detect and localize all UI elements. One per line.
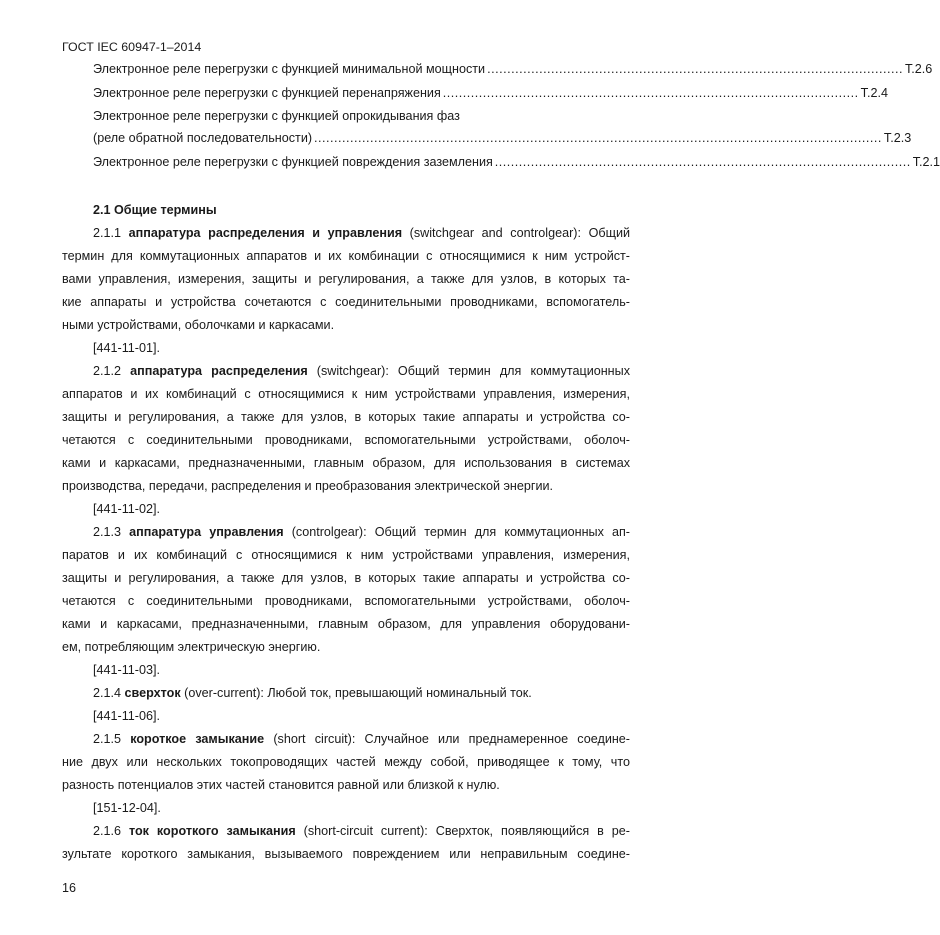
toc-entry-ref: Т.2.4 — [860, 86, 888, 100]
term-number: 2.1.2 — [93, 364, 122, 378]
term-definition-line: защиты и регулирования, а также для узлов, в которых такие аппараты и устройства со- — [62, 571, 630, 585]
term-reference: [441-11-01]. — [93, 341, 160, 355]
term-number: 2.1.5 — [93, 732, 122, 746]
toc-dot-leader: ........................................................................................................ — [487, 62, 903, 76]
term-name: аппаратура управления — [129, 525, 284, 539]
term-name: ток короткого замыкания — [128, 824, 296, 838]
toc-entry-title: Электронное реле перегрузки с функцией перенапряжения — [93, 86, 441, 100]
term-name: сверхток — [124, 686, 181, 700]
term-definition-first-line — [93, 226, 630, 244]
term-definition-first-line — [93, 732, 630, 750]
term-reference: [151-12-04]. — [93, 801, 161, 815]
term-definition-first-line — [93, 824, 630, 842]
term-reference: [441-11-06]. — [93, 709, 160, 723]
term-definition-line: ными устройствами, оболочками и каркасами. — [62, 318, 335, 332]
document-header: ГОСТ IEC 60947-1–2014 — [62, 40, 202, 54]
term-definition-line: ками и каркасами, предназначенными, главным образом, для использования в системах — [62, 456, 630, 470]
toc-entry-ref: Т.2.3 — [883, 131, 912, 145]
term-text: (over-current): Любой ток, превышающий номинальный ток. — [184, 686, 532, 700]
term-text: (switchgear): Общий термин для коммутационных — [316, 364, 630, 378]
term-definition-first-line — [93, 686, 630, 704]
section-title: 2.1 Общие термины — [93, 203, 217, 217]
toc-entry-ref: Т.2.1 — [912, 155, 940, 169]
toc-entry-title: Электронное реле перегрузки с функцией повреждения заземления — [93, 155, 493, 169]
term-name: короткое замыкание — [130, 732, 265, 746]
toc-entry-title: (реле обратной последовательности) — [93, 131, 313, 145]
term-number: 2.1.1 — [93, 226, 122, 240]
toc-entry — [93, 86, 888, 104]
toc-entry-title-line1: Электронное реле перегрузки с функцией опрокидывания фаз — [93, 109, 460, 123]
term-definition-line: зультате короткого замыкания, вызываемого повреждением или неправильным соедине- — [62, 847, 630, 861]
term-text: (short-circuit current): Сверхток, появляющийся в ре- — [303, 824, 630, 838]
term-number: 2.1.6 — [93, 824, 122, 838]
toc-entry-title: Электронное реле перегрузки с функцией минимальной мощности — [93, 62, 486, 76]
term-name: аппаратура распределения и управления — [128, 226, 403, 240]
term-definition-line: кие аппараты и устройства сочетаются с соединительными проводниками, вспомогатель- — [62, 295, 630, 309]
term-definition-first-line — [93, 525, 630, 543]
term-definition-line: производства, передачи, распределения и преобразования электрической энергии. — [62, 479, 554, 493]
toc-dot-leader: .............................................................................................................................................. — [314, 131, 882, 145]
page-number: 16 — [62, 881, 77, 895]
term-definition-line: ние двух или нескольких токопроводящих частей между собой, приводящее к тому, что — [62, 755, 630, 769]
term-text: (switchgear and controlgear): Общий — [409, 226, 631, 240]
term-definition-line: вами управления, измерения, защиты и регулирования, а также для узлов, в которых та- — [62, 272, 630, 286]
term-definition-line: ками и каркасами, предназначенными, главным образом, для управления оборудовани- — [62, 617, 630, 631]
term-definition-line: четаются с соединительными проводниками, вспомогательными устройствами, оболоч- — [62, 594, 630, 608]
term-name: аппаратура распределения — [130, 364, 308, 378]
toc-entry — [93, 62, 933, 80]
term-definition-line: разность потенциалов этих частей становится равной или близкой к нулю. — [62, 778, 500, 792]
toc-entry-ref: Т.2.6 — [904, 62, 933, 76]
term-text: (controlgear): Общий термин для коммутационных ап- — [291, 525, 631, 539]
term-definition-line: четаются с соединительными проводниками, вспомогательными устройствами, оболоч- — [62, 433, 630, 447]
term-text: (short circuit): Случайное или преднамеренное соедине- — [273, 732, 631, 746]
toc-dot-leader: ........................................................................................................ — [442, 86, 859, 100]
term-reference: [441-11-03]. — [93, 663, 160, 677]
toc-dot-leader: ........................................................................................................ — [494, 155, 911, 169]
term-definition-line: защиты и регулирования, а также для узлов, в которых такие аппараты и устройства со- — [62, 410, 630, 424]
term-definition-first-line — [93, 364, 630, 382]
term-definition-line: аппаратов и их комбинаций с относящимися к ним устройствами управления, измерения, — [62, 387, 630, 401]
term-definition-line: ем, потребляющим электрическую энергию. — [62, 640, 321, 654]
term-definition-line: термин для коммутационных аппаратов и их комбинации с относящимися к ним устройст- — [62, 249, 630, 263]
term-definition-line: паратов и их комбинаций с относящимися к ним устройствами управления, измерения, — [62, 548, 630, 562]
term-reference: [441-11-02]. — [93, 502, 160, 516]
term-number: 2.1.3 — [93, 525, 122, 539]
term-number: 2.1.4 — [93, 686, 122, 700]
toc-entry — [93, 131, 912, 149]
toc-entry — [93, 155, 940, 173]
